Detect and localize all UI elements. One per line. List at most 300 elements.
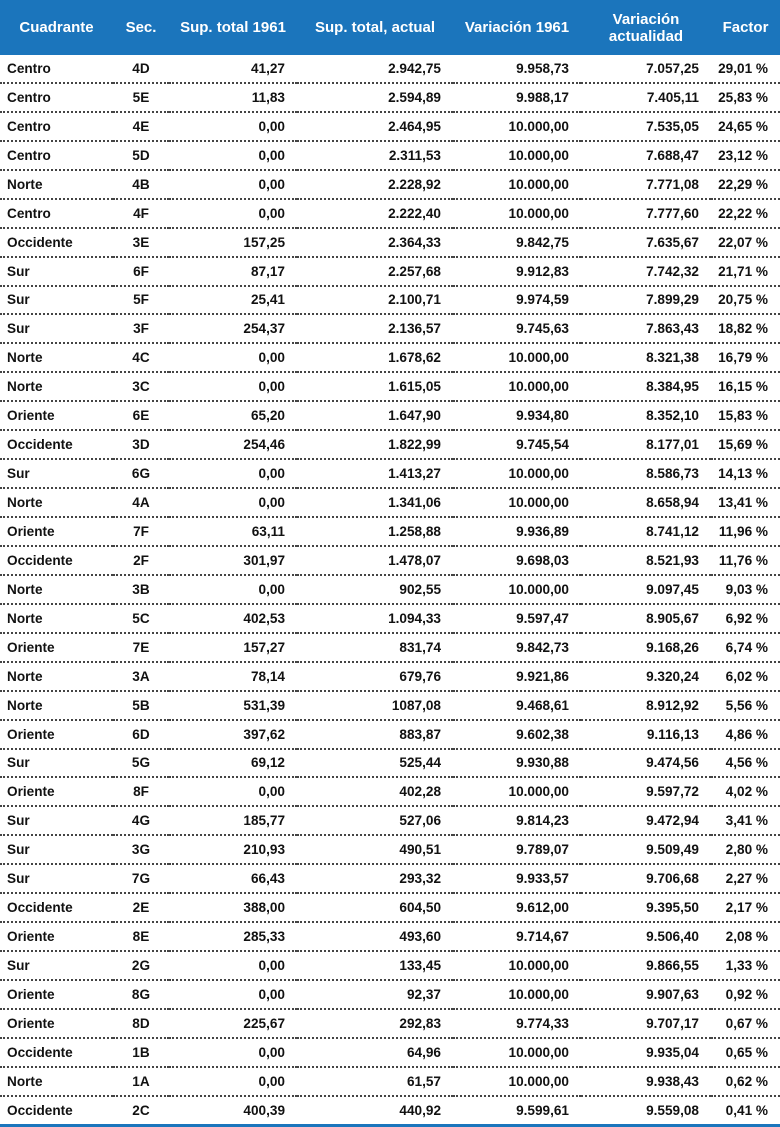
- cell-sup-total-actual: 2.464,95: [297, 112, 453, 141]
- table-row: [0, 430, 780, 459]
- cell-cuadrante: Norte: [0, 604, 113, 633]
- cell-factor: 5,56 %: [711, 691, 780, 720]
- cell-cuadrante: Norte: [0, 488, 113, 517]
- cell-variacion-actualidad: 9.168,26: [581, 633, 711, 662]
- cell-cuadrante: Sur: [0, 749, 113, 778]
- cell-variacion-1961: 10.000,00: [453, 372, 581, 401]
- cell-sup-total-actual: 1.822,99: [297, 430, 453, 459]
- cell-sup-total-1961: 402,53: [169, 604, 297, 633]
- cell-variacion-actualidad: 9.559,08: [581, 1096, 711, 1125]
- cell-sup-total-actual: 293,32: [297, 864, 453, 893]
- cell-variacion-actualidad: 8.384,95: [581, 372, 711, 401]
- cell-sup-total-actual: 525,44: [297, 749, 453, 778]
- table-header: [0, 0, 780, 55]
- cell-sup-total-1961: 0,00: [169, 199, 297, 228]
- cell-sup-total-1961: 0,00: [169, 372, 297, 401]
- cell-variacion-actualidad: 9.707,17: [581, 1009, 711, 1038]
- cell-cuadrante: Oriente: [0, 1009, 113, 1038]
- cell-sup-total-1961: 157,27: [169, 633, 297, 662]
- cell-cuadrante: Norte: [0, 662, 113, 691]
- cell-factor: 16,79 %: [711, 343, 780, 372]
- cell-factor: 18,82 %: [711, 314, 780, 343]
- cell-sup-total-actual: 1.615,05: [297, 372, 453, 401]
- cell-sec: 3G: [113, 835, 169, 864]
- cell-factor: 15,69 %: [711, 430, 780, 459]
- table-row: [0, 228, 780, 257]
- cell-sup-total-actual: 133,45: [297, 951, 453, 980]
- cell-cuadrante: Centro: [0, 199, 113, 228]
- cell-sec: 6E: [113, 401, 169, 430]
- cell-sup-total-actual: 1.094,33: [297, 604, 453, 633]
- cell-cuadrante: Norte: [0, 575, 113, 604]
- cell-factor: 23,12 %: [711, 141, 780, 170]
- cell-cuadrante: Occidente: [0, 228, 113, 257]
- cell-sec: 8D: [113, 1009, 169, 1038]
- cell-variacion-1961: 10.000,00: [453, 1067, 581, 1096]
- cell-variacion-1961: 9.934,80: [453, 401, 581, 430]
- cell-sec: 4F: [113, 199, 169, 228]
- cell-sup-total-1961: 41,27: [169, 55, 297, 83]
- cell-sec: 4E: [113, 112, 169, 141]
- cell-variacion-1961: 9.602,38: [453, 720, 581, 749]
- cell-variacion-actualidad: 7.057,25: [581, 55, 711, 83]
- table-row: [0, 1009, 780, 1038]
- cell-variacion-actualidad: 8.905,67: [581, 604, 711, 633]
- table-row: [0, 893, 780, 922]
- table-row: [0, 517, 780, 546]
- cell-factor: 15,83 %: [711, 401, 780, 430]
- table-row: [0, 864, 780, 893]
- cell-factor: 14,13 %: [711, 459, 780, 488]
- cell-variacion-1961: 9.597,47: [453, 604, 581, 633]
- cell-cuadrante: Sur: [0, 835, 113, 864]
- cell-sup-total-1961: 0,00: [169, 1038, 297, 1067]
- cell-cuadrante: Centro: [0, 141, 113, 170]
- cell-variacion-actualidad: 7.405,11: [581, 83, 711, 112]
- table-body: [0, 55, 780, 1125]
- table-row: [0, 1096, 780, 1125]
- cell-variacion-1961: 9.921,86: [453, 662, 581, 691]
- cell-sec: 6D: [113, 720, 169, 749]
- cell-variacion-actualidad: 7.742,32: [581, 257, 711, 286]
- cell-variacion-1961: 10.000,00: [453, 777, 581, 806]
- cell-variacion-actualidad: 9.866,55: [581, 951, 711, 980]
- cell-cuadrante: Occidente: [0, 546, 113, 575]
- cell-variacion-actualidad: 9.597,72: [581, 777, 711, 806]
- table-row: [0, 922, 780, 951]
- cell-variacion-actualidad: 7.863,43: [581, 314, 711, 343]
- cell-variacion-1961: 9.912,83: [453, 257, 581, 286]
- cell-sup-total-1961: 254,46: [169, 430, 297, 459]
- cell-sec: 6F: [113, 257, 169, 286]
- cell-factor: 2,08 %: [711, 922, 780, 951]
- cell-factor: 24,65 %: [711, 112, 780, 141]
- cell-sup-total-actual: 440,92: [297, 1096, 453, 1125]
- table-row: [0, 980, 780, 1009]
- cell-sup-total-actual: 402,28: [297, 777, 453, 806]
- cell-cuadrante: Sur: [0, 286, 113, 315]
- cell-factor: 9,03 %: [711, 575, 780, 604]
- table-row: [0, 1038, 780, 1067]
- cell-factor: 13,41 %: [711, 488, 780, 517]
- cell-sup-total-1961: 0,00: [169, 980, 297, 1009]
- cell-factor: 20,75 %: [711, 286, 780, 315]
- cell-factor: 22,29 %: [711, 170, 780, 199]
- header-factor: Factor: [722, 19, 769, 36]
- table-row: [0, 749, 780, 778]
- cell-sup-total-1961: 0,00: [169, 343, 297, 372]
- cell-factor: 22,22 %: [711, 199, 780, 228]
- cell-variacion-1961: 9.842,73: [453, 633, 581, 662]
- cell-sec: 4D: [113, 55, 169, 83]
- cell-factor: 4,02 %: [711, 777, 780, 806]
- cell-variacion-1961: 10.000,00: [453, 1038, 581, 1067]
- cell-sup-total-1961: 87,17: [169, 257, 297, 286]
- cell-sup-total-1961: 0,00: [169, 777, 297, 806]
- cell-variacion-actualidad: 8.521,93: [581, 546, 711, 575]
- cell-sup-total-1961: 78,14: [169, 662, 297, 691]
- cell-sec: 5B: [113, 691, 169, 720]
- cell-sup-total-1961: 0,00: [169, 459, 297, 488]
- cell-cuadrante: Oriente: [0, 720, 113, 749]
- cell-sup-total-actual: 883,87: [297, 720, 453, 749]
- cell-variacion-1961: 9.842,75: [453, 228, 581, 257]
- cell-cuadrante: Norte: [0, 372, 113, 401]
- cell-sec: 8F: [113, 777, 169, 806]
- cell-sup-total-actual: 1.647,90: [297, 401, 453, 430]
- table-row: [0, 951, 780, 980]
- table-row: [0, 546, 780, 575]
- cell-variacion-1961: 9.930,88: [453, 749, 581, 778]
- cell-variacion-1961: 10.000,00: [453, 170, 581, 199]
- table-row: [0, 83, 780, 112]
- cell-variacion-actualidad: 9.506,40: [581, 922, 711, 951]
- cell-factor: 29,01 %: [711, 55, 780, 83]
- table-row: [0, 372, 780, 401]
- cell-cuadrante: Occidente: [0, 1096, 113, 1125]
- cell-sec: 5C: [113, 604, 169, 633]
- cell-cuadrante: Sur: [0, 314, 113, 343]
- cell-variacion-actualidad: 7.635,67: [581, 228, 711, 257]
- cell-variacion-1961: 9.612,00: [453, 893, 581, 922]
- cell-factor: 2,17 %: [711, 893, 780, 922]
- cell-cuadrante: Sur: [0, 951, 113, 980]
- cell-factor: 0,92 %: [711, 980, 780, 1009]
- cell-variacion-1961: 9.745,54: [453, 430, 581, 459]
- cell-variacion-actualidad: 8.352,10: [581, 401, 711, 430]
- cell-cuadrante: Sur: [0, 864, 113, 893]
- cell-sec: 4C: [113, 343, 169, 372]
- cell-sup-total-actual: 831,74: [297, 633, 453, 662]
- cell-variacion-1961: 9.789,07: [453, 835, 581, 864]
- cell-cuadrante: Centro: [0, 83, 113, 112]
- cell-variacion-1961: 10.000,00: [453, 112, 581, 141]
- cell-sup-total-actual: 679,76: [297, 662, 453, 691]
- cell-cuadrante: Oriente: [0, 633, 113, 662]
- table-row: [0, 170, 780, 199]
- cell-sup-total-1961: 69,12: [169, 749, 297, 778]
- table-row: [0, 662, 780, 691]
- cell-factor: 0,67 %: [711, 1009, 780, 1038]
- cell-sec: 4G: [113, 806, 169, 835]
- cell-factor: 4,56 %: [711, 749, 780, 778]
- cell-factor: 2,27 %: [711, 864, 780, 893]
- cell-sup-total-actual: 2.222,40: [297, 199, 453, 228]
- cell-variacion-1961: 9.468,61: [453, 691, 581, 720]
- cell-sup-total-1961: 65,20: [169, 401, 297, 430]
- table-row: [0, 488, 780, 517]
- cell-cuadrante: Norte: [0, 343, 113, 372]
- cell-sup-total-1961: 0,00: [169, 951, 297, 980]
- table-row: [0, 459, 780, 488]
- cell-sup-total-1961: 0,00: [169, 488, 297, 517]
- cell-variacion-1961: 9.745,63: [453, 314, 581, 343]
- cell-variacion-1961: 9.958,73: [453, 55, 581, 83]
- cell-cuadrante: Oriente: [0, 922, 113, 951]
- cell-sup-total-actual: 292,83: [297, 1009, 453, 1038]
- cell-sec: 8G: [113, 980, 169, 1009]
- cell-variacion-actualidad: 7.777,60: [581, 199, 711, 228]
- cell-sec: 4B: [113, 170, 169, 199]
- header-cuadrante: Cuadrante: [19, 19, 94, 36]
- cell-sup-total-actual: 1.258,88: [297, 517, 453, 546]
- cell-sup-total-actual: 2.257,68: [297, 257, 453, 286]
- cell-variacion-actualidad: 9.474,56: [581, 749, 711, 778]
- cell-sup-total-1961: 301,97: [169, 546, 297, 575]
- cell-cuadrante: Occidente: [0, 893, 113, 922]
- cell-variacion-actualidad: 7.535,05: [581, 112, 711, 141]
- cell-variacion-actualidad: 9.116,13: [581, 720, 711, 749]
- cell-sup-total-actual: 1.678,62: [297, 343, 453, 372]
- cell-sup-total-actual: 61,57: [297, 1067, 453, 1096]
- table-row: [0, 806, 780, 835]
- table-row: [0, 343, 780, 372]
- cell-sup-total-1961: 0,00: [169, 170, 297, 199]
- cell-factor: 0,41 %: [711, 1096, 780, 1125]
- cell-sec: 7E: [113, 633, 169, 662]
- cell-cuadrante: Norte: [0, 170, 113, 199]
- table-row: [0, 777, 780, 806]
- cell-sup-total-actual: 604,50: [297, 893, 453, 922]
- header-sup-total-actual: Sup. total, actual: [314, 19, 435, 36]
- header-variacion-1961: Variación 1961: [464, 19, 570, 36]
- cell-sup-total-1961: 0,00: [169, 575, 297, 604]
- cell-sup-total-1961: 254,37: [169, 314, 297, 343]
- cell-sec: 1B: [113, 1038, 169, 1067]
- cell-sec: 3C: [113, 372, 169, 401]
- cell-sup-total-actual: 92,37: [297, 980, 453, 1009]
- cell-sec: 3D: [113, 430, 169, 459]
- header-row: [0, 0, 780, 55]
- cell-cuadrante: Oriente: [0, 777, 113, 806]
- table-row: [0, 1067, 780, 1096]
- cell-variacion-actualidad: 9.097,45: [581, 575, 711, 604]
- cell-sec: 3B: [113, 575, 169, 604]
- table-row: [0, 199, 780, 228]
- cell-factor: 25,83 %: [711, 83, 780, 112]
- table-row: [0, 141, 780, 170]
- cell-sup-total-1961: 388,00: [169, 893, 297, 922]
- cell-variacion-actualidad: 8.177,01: [581, 430, 711, 459]
- cell-sup-total-actual: 2.364,33: [297, 228, 453, 257]
- cell-variacion-1961: 9.599,61: [453, 1096, 581, 1125]
- cell-variacion-1961: 9.714,67: [453, 922, 581, 951]
- cell-sup-total-actual: 493,60: [297, 922, 453, 951]
- cell-sup-total-1961: 11,83: [169, 83, 297, 112]
- header-variacion-actualidad: Variación actualidad: [608, 10, 684, 45]
- cell-sup-total-actual: 2.228,92: [297, 170, 453, 199]
- table-row: [0, 314, 780, 343]
- cell-variacion-1961: 9.988,17: [453, 83, 581, 112]
- cell-variacion-1961: 9.814,23: [453, 806, 581, 835]
- cell-variacion-1961: 10.000,00: [453, 575, 581, 604]
- cell-sup-total-1961: 185,77: [169, 806, 297, 835]
- table-row: [0, 257, 780, 286]
- cell-sec: 1A: [113, 1067, 169, 1096]
- cell-variacion-actualidad: 7.688,47: [581, 141, 711, 170]
- cell-sup-total-actual: 527,06: [297, 806, 453, 835]
- cell-sup-total-actual: 64,96: [297, 1038, 453, 1067]
- cell-sup-total-actual: 2.100,71: [297, 286, 453, 315]
- cell-cuadrante: Norte: [0, 1067, 113, 1096]
- cell-factor: 21,71 %: [711, 257, 780, 286]
- table-row: [0, 835, 780, 864]
- cell-sup-total-actual: 1087,08: [297, 691, 453, 720]
- table-row: [0, 720, 780, 749]
- cell-variacion-1961: 9.933,57: [453, 864, 581, 893]
- cell-sup-total-1961: 63,11: [169, 517, 297, 546]
- cell-sup-total-1961: 397,62: [169, 720, 297, 749]
- cell-sec: 7F: [113, 517, 169, 546]
- cell-variacion-actualidad: 8.321,38: [581, 343, 711, 372]
- cell-sup-total-actual: 1.341,06: [297, 488, 453, 517]
- cell-cuadrante: Centro: [0, 112, 113, 141]
- table-row: [0, 633, 780, 662]
- cell-sup-total-1961: 66,43: [169, 864, 297, 893]
- cell-factor: 6,74 %: [711, 633, 780, 662]
- cell-variacion-1961: 9.974,59: [453, 286, 581, 315]
- cell-sup-total-actual: 2.942,75: [297, 55, 453, 83]
- cell-variacion-actualidad: 9.320,24: [581, 662, 711, 691]
- cell-variacion-1961: 10.000,00: [453, 488, 581, 517]
- cell-variacion-1961: 10.000,00: [453, 980, 581, 1009]
- cell-cuadrante: Sur: [0, 806, 113, 835]
- cell-factor: 6,92 %: [711, 604, 780, 633]
- cell-variacion-1961: 9.698,03: [453, 546, 581, 575]
- cell-sec: 5G: [113, 749, 169, 778]
- cell-sup-total-1961: 0,00: [169, 1067, 297, 1096]
- cell-variacion-actualidad: 8.658,94: [581, 488, 711, 517]
- cell-factor: 3,41 %: [711, 806, 780, 835]
- header-sec: Sec.: [125, 19, 157, 36]
- cell-cuadrante: Occidente: [0, 430, 113, 459]
- cell-sup-total-1961: 225,67: [169, 1009, 297, 1038]
- table-row: [0, 575, 780, 604]
- cell-sup-total-1961: 25,41: [169, 286, 297, 315]
- table-row: [0, 55, 780, 83]
- cell-sup-total-actual: 1.478,07: [297, 546, 453, 575]
- cell-variacion-actualidad: 7.899,29: [581, 286, 711, 315]
- cell-sup-total-actual: 2.136,57: [297, 314, 453, 343]
- cell-sup-total-actual: 1.413,27: [297, 459, 453, 488]
- table-row: [0, 604, 780, 633]
- table-row: [0, 401, 780, 430]
- cell-factor: 0,65 %: [711, 1038, 780, 1067]
- cell-factor: 11,96 %: [711, 517, 780, 546]
- cell-variacion-1961: 9.936,89: [453, 517, 581, 546]
- cell-sec: 4A: [113, 488, 169, 517]
- cell-sup-total-actual: 2.311,53: [297, 141, 453, 170]
- cell-sec: 3A: [113, 662, 169, 691]
- cell-variacion-1961: 10.000,00: [453, 141, 581, 170]
- cell-sec: 2G: [113, 951, 169, 980]
- cell-factor: 22,07 %: [711, 228, 780, 257]
- cell-cuadrante: Oriente: [0, 980, 113, 1009]
- cell-sec: 5F: [113, 286, 169, 315]
- cell-cuadrante: Occidente: [0, 1038, 113, 1067]
- cell-factor: 4,86 %: [711, 720, 780, 749]
- cell-variacion-actualidad: 9.935,04: [581, 1038, 711, 1067]
- cell-variacion-1961: 10.000,00: [453, 951, 581, 980]
- cell-cuadrante: Oriente: [0, 401, 113, 430]
- table-row: [0, 286, 780, 315]
- cell-sup-total-1961: 400,39: [169, 1096, 297, 1125]
- cell-sup-total-1961: 0,00: [169, 141, 297, 170]
- cell-variacion-actualidad: 9.938,43: [581, 1067, 711, 1096]
- cell-variacion-actualidad: 9.706,68: [581, 864, 711, 893]
- cell-cuadrante: Sur: [0, 459, 113, 488]
- cell-variacion-actualidad: 9.907,63: [581, 980, 711, 1009]
- cell-variacion-1961: 9.774,33: [453, 1009, 581, 1038]
- table-row: [0, 691, 780, 720]
- cell-factor: 2,80 %: [711, 835, 780, 864]
- table-row: [0, 112, 780, 141]
- header-sup-total-1961: Sup. total 1961: [180, 19, 286, 36]
- cell-variacion-actualidad: 8.586,73: [581, 459, 711, 488]
- cell-sec: 3E: [113, 228, 169, 257]
- cell-factor: 16,15 %: [711, 372, 780, 401]
- cell-variacion-actualidad: 8.741,12: [581, 517, 711, 546]
- cell-sup-total-actual: 902,55: [297, 575, 453, 604]
- cell-factor: 0,62 %: [711, 1067, 780, 1096]
- cell-cuadrante: Oriente: [0, 517, 113, 546]
- cell-variacion-1961: 10.000,00: [453, 199, 581, 228]
- cell-sec: 6G: [113, 459, 169, 488]
- cell-variacion-actualidad: 9.472,94: [581, 806, 711, 835]
- cell-sup-total-actual: 490,51: [297, 835, 453, 864]
- cell-sec: 8E: [113, 922, 169, 951]
- cell-sup-total-1961: 285,33: [169, 922, 297, 951]
- cell-sup-total-1961: 531,39: [169, 691, 297, 720]
- cell-sup-total-actual: 2.594,89: [297, 83, 453, 112]
- cell-sec: 2F: [113, 546, 169, 575]
- cell-sec: 2E: [113, 893, 169, 922]
- cell-factor: 11,76 %: [711, 546, 780, 575]
- cell-variacion-actualidad: 7.771,08: [581, 170, 711, 199]
- cell-cuadrante: Centro: [0, 55, 113, 83]
- cell-sup-total-1961: 210,93: [169, 835, 297, 864]
- cell-sec: 5E: [113, 83, 169, 112]
- cell-sec: 5D: [113, 141, 169, 170]
- cell-variacion-actualidad: 9.509,49: [581, 835, 711, 864]
- cell-sec: 3F: [113, 314, 169, 343]
- cell-sec: 2C: [113, 1096, 169, 1125]
- cell-sup-total-1961: 157,25: [169, 228, 297, 257]
- cell-factor: 6,02 %: [711, 662, 780, 691]
- cell-factor: 1,33 %: [711, 951, 780, 980]
- cell-sec: 7G: [113, 864, 169, 893]
- cell-variacion-actualidad: 8.912,92: [581, 691, 711, 720]
